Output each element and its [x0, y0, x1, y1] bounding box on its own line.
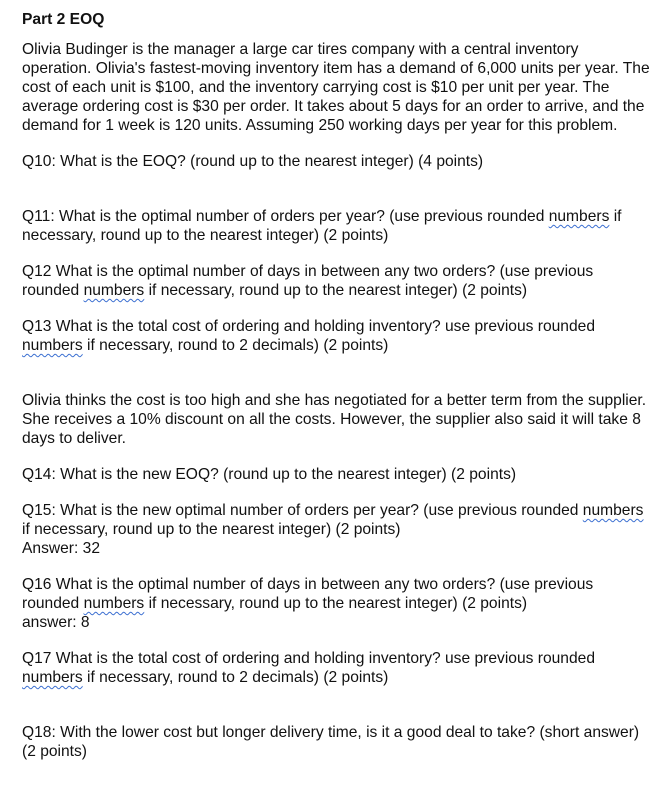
q17-text-after: if necessary, round to 2 decimals) (2 points) — [82, 669, 389, 686]
q13-spellcheck-word: numbers — [22, 337, 83, 354]
scenario-paragraph: Olivia thinks the cost is too high and she has negotiated for a better term from the supplier. She receives a 10% discount on all the costs. However, the supplier also said it will take 8 days to deliver. — [22, 392, 647, 447]
q13-text-before: Q13 What is the total cost of ordering and holding inventory? use previous rounded — [22, 318, 595, 335]
question-q14: Q14: What is the new EOQ? (round up to the nearest integer) (2 points) — [22, 466, 517, 483]
q16-answer: answer: 8 — [22, 614, 90, 631]
question-q17 — [22, 649, 652, 687]
question-q15 — [22, 501, 652, 539]
q15-spellcheck-word: numbers — [582, 502, 644, 519]
q15-answer: Answer: 32 — [22, 540, 101, 557]
q13-text-after: if necessary, round to 2 decimals) (2 points) — [82, 337, 389, 354]
q12-text-before: Q12 What is the optimal number of days in between any two orders? (use previous rounded — [22, 263, 594, 299]
question-q10: Q10: What is the EOQ? (round up to the nearest integer) (4 points) — [22, 153, 484, 170]
question-q13 — [22, 317, 652, 355]
question-q18: Q18: With the lower cost but longer delivery time, is it a good deal to take? (short answer) (2 points) — [22, 724, 640, 760]
q16-text-before: Q16 What is the optimal number of days in between any two orders? (use previous rounded — [22, 576, 594, 612]
q15-text-after: if necessary, round up to the nearest integer) (2 points) — [22, 521, 401, 538]
q15-text-before: Q15: What is the new optimal number of orders per year? (use previous rounded — [22, 502, 583, 519]
question-q12 — [22, 262, 652, 300]
q11-text-after: if necessary, round up to the nearest integer) (2 points) — [22, 208, 622, 244]
q17-spellcheck-word: numbers — [22, 669, 83, 686]
intro-paragraph: Olivia Budinger is the manager a large car tires company with a central inventory operation. Olivia's fastest-moving inventory item has a demand of 6,000 units per year. The cost of each unit is $100, and the inventory carrying cost is $10 per unit per year. The average ordering cost is $30 per order. It takes about 5 days for an order to arrive, and the demand for 1 week is 120 units. Assuming 250 working days per year for this problem. — [22, 41, 650, 134]
q11-spellcheck-word: numbers — [548, 208, 610, 225]
question-q16 — [22, 575, 652, 613]
q17-text-before: Q17 What is the total cost of ordering and holding inventory? use previous rounded — [22, 650, 595, 667]
q11-text-before: Q11: What is the optimal number of orders per year? (use previous rounded — [22, 208, 549, 225]
q16-spellcheck-word: numbers — [83, 595, 145, 612]
document-page — [22, 10, 652, 761]
q16-text-after: if necessary, round up to the nearest integer) (2 points) — [144, 595, 528, 612]
section-title: Part 2 EOQ — [22, 11, 105, 28]
q12-spellcheck-word: numbers — [83, 282, 145, 299]
q12-text-after: if necessary, round up to the nearest integer) (2 points) — [144, 282, 528, 299]
question-q11 — [22, 207, 652, 245]
